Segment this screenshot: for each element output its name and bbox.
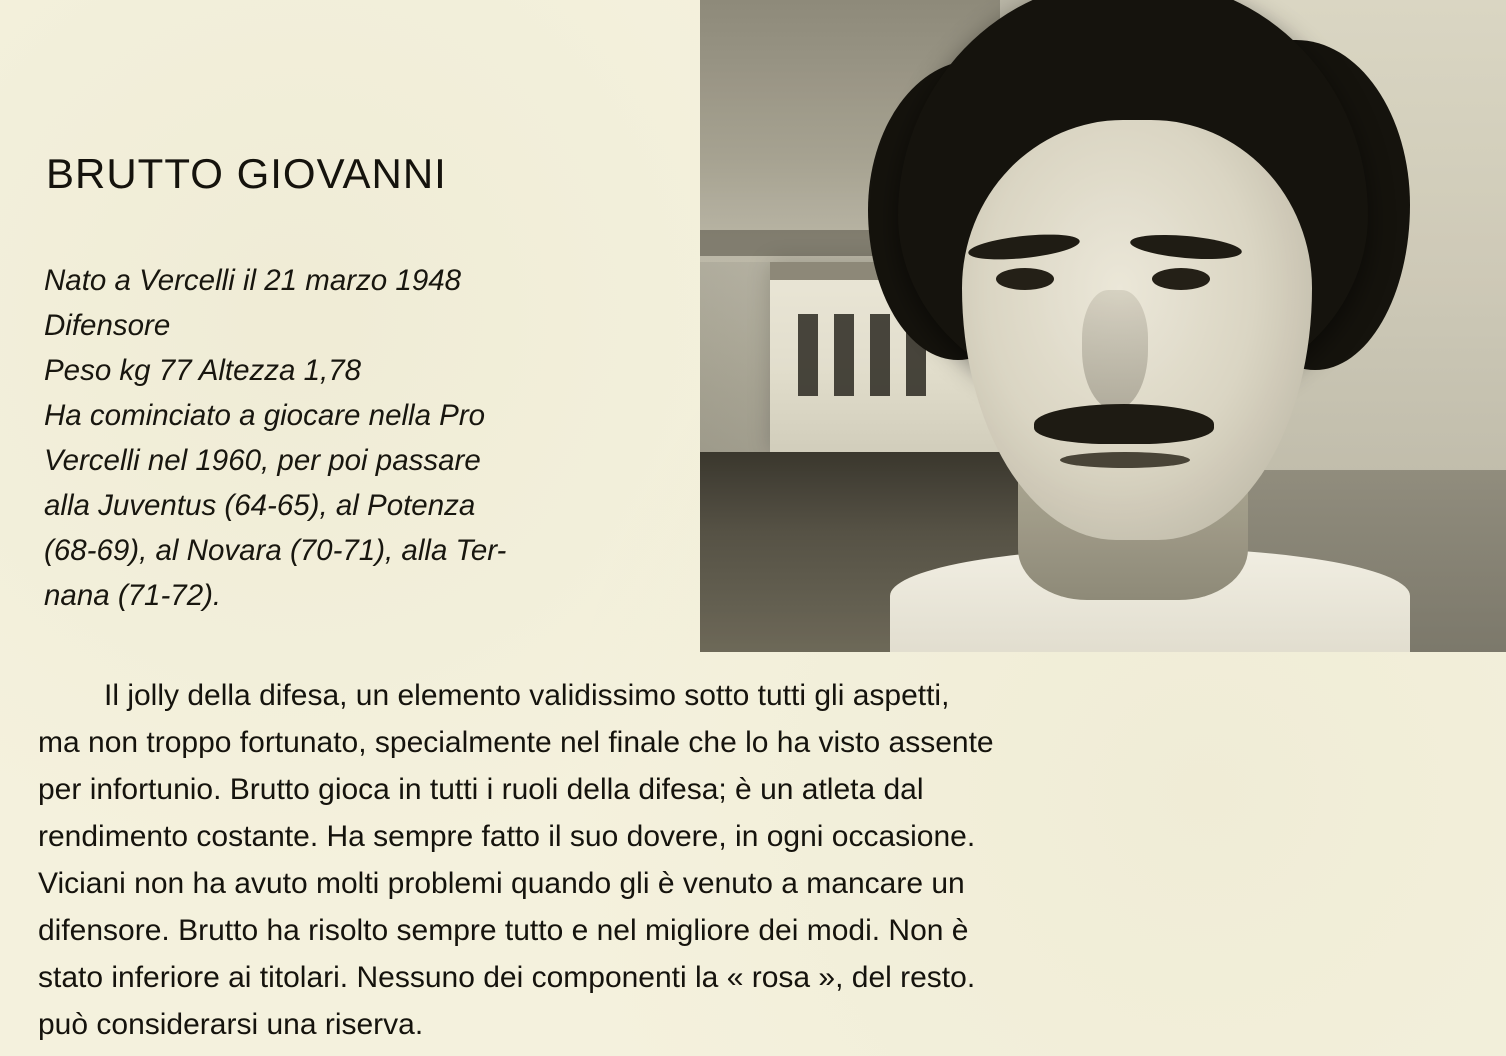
bio-block bbox=[44, 0, 684, 652]
article-line: stato inferiore ai titolari. Nessuno dei componenti la « rosa », del resto. bbox=[38, 961, 976, 994]
article-line: rendimento costante. Ha sempre fatto il suo dovere, in ogni occasione. bbox=[38, 820, 976, 853]
bio-line: Vercelli nel 1960, per poi passare bbox=[44, 444, 481, 477]
photo-bg-window bbox=[798, 314, 818, 396]
page-title: BRUTTO GIOVANNI bbox=[46, 150, 447, 197]
photo-mustache bbox=[1034, 404, 1214, 444]
article-line: Viciani non ha avuto molti problemi quando gli è venuto a mancare un bbox=[38, 867, 965, 900]
player-photo bbox=[700, 0, 1506, 652]
photo-eye-left bbox=[996, 268, 1054, 290]
bio-line: alla Juventus (64-65), al Potenza bbox=[44, 489, 476, 522]
article-line: Il jolly della difesa, un elemento validissimo sotto tutti gli aspetti, bbox=[104, 679, 950, 712]
photo-eye-right bbox=[1152, 268, 1210, 290]
photo-nose bbox=[1082, 290, 1148, 410]
bio-line: Nato a Vercelli il 21 marzo 1948 bbox=[44, 264, 462, 297]
bio-line: nana (71-72). bbox=[44, 579, 222, 612]
photo-bg-window bbox=[834, 314, 854, 396]
bio-line: Ha cominciato a giocare nella Pro bbox=[44, 399, 486, 432]
article-line: può considerarsi una riserva. bbox=[38, 1008, 424, 1041]
bio-detail-list bbox=[44, 258, 669, 618]
bio-line: Peso kg 77 Altezza 1,78 bbox=[44, 354, 362, 387]
article-line: difensore. Brutto ha risolto sempre tutto e nel migliore dei modi. Non è bbox=[38, 914, 969, 947]
photo-bg-window bbox=[870, 314, 890, 396]
bio-line: (68-69), al Novara (70-71), alla Ter- bbox=[44, 534, 507, 567]
photo-background bbox=[700, 0, 1506, 652]
article-body bbox=[38, 672, 1278, 1048]
photo-mouth bbox=[1060, 452, 1190, 468]
article-line: ma non troppo fortunato, specialmente nel finale che lo ha visto assente bbox=[38, 726, 994, 759]
bio-line: Difensore bbox=[44, 309, 171, 342]
article-line: per infortunio. Brutto gioca in tutti i ruoli della difesa; è un atleta dal bbox=[38, 773, 924, 806]
